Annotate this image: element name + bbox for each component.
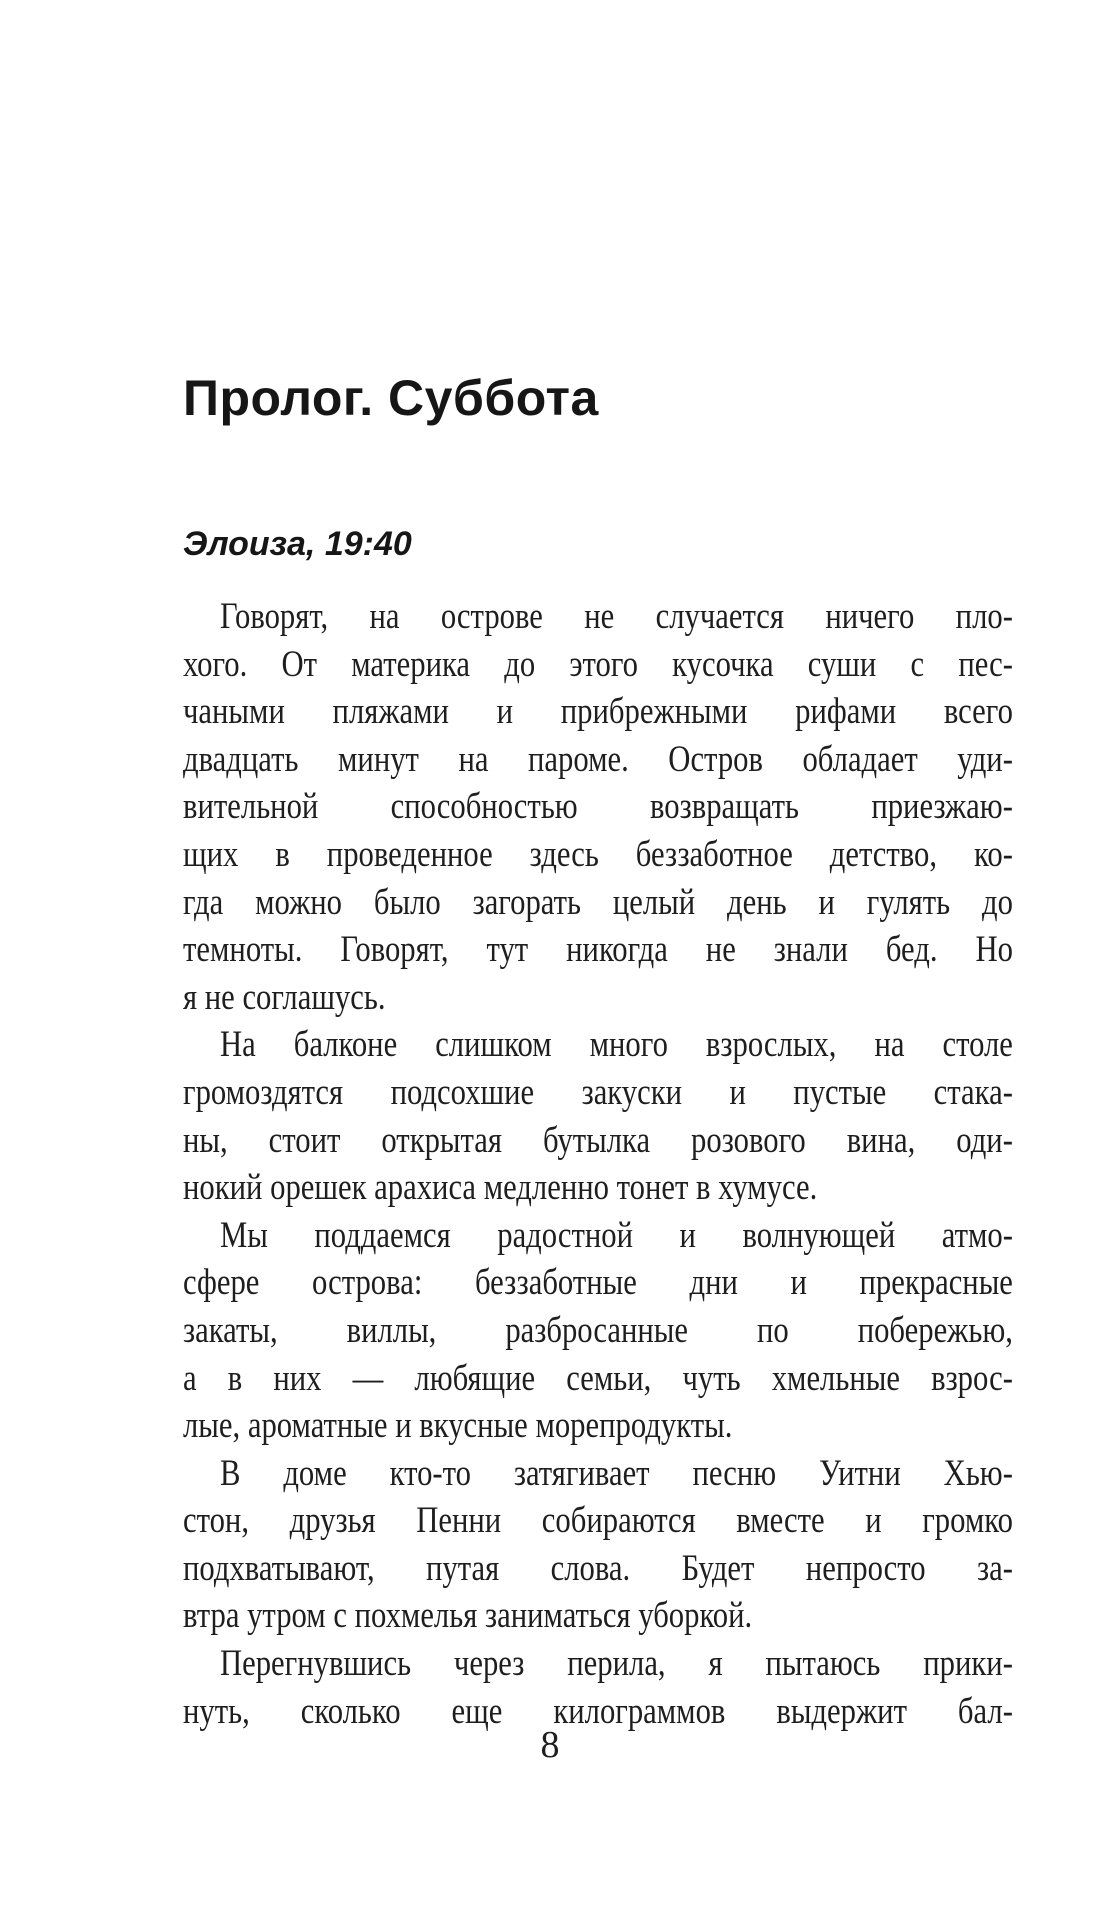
body-line: нуть, сколько еще килограммов выдержит бал- [183,1689,1013,1731]
body-line: На балконе слишком много взрослых, на столе [219,1023,1013,1065]
body-line: Мы поддаемся радостной и волнующей атмо- [219,1213,1013,1255]
body-line: громоздятся подсохшие закуски и пустые стака- [183,1070,1013,1112]
body-line: чаными пляжами и прибрежными рифами всего [183,690,1013,732]
body-line: подхватывают, путая слова. Будет непросто за- [183,1546,1013,1588]
body-line: сфере острова: беззаботные дни и прекрасные [183,1261,1013,1303]
body-line: В доме кто-то затягивает песню Уитни Хью- [219,1451,1013,1493]
chapter-title: Пролог. Суббота [183,370,599,426]
body-line: ны, стоит открытая бутылка розового вина, оди- [183,1118,1013,1160]
body-line: нокий орешек арахиса медленно тонет в хумусе. [183,1166,818,1208]
body-line: Говорят, на острове не случается ничего пло- [219,595,1013,636]
page-number: 8 [540,1724,560,1766]
body-line: втра утром с похмелья заниматься уборкой. [183,1594,753,1636]
body-line: гда можно было загорать целый день и гулять до [183,880,1013,922]
body-line: двадцать минут на пароме. Остров обладает уди- [183,737,1013,779]
body-line: хого. От материка до этого кусочка суши с пес- [183,642,1013,684]
body-text [183,592,1013,1734]
body-line: темноты. Говорят, тут никогда не знали бед. Но [183,928,1013,970]
body-line: стон, друзья Пенни собираются вместе и громко [183,1499,1013,1541]
body-line: закаты, виллы, разбросанные по побережью, [183,1308,1013,1350]
body-line: вительной способностью возвращать приезжаю- [183,785,1013,827]
body-line: а в них — любящие семьи, чуть хмельные взрос- [183,1356,1013,1398]
body-line: щих в проведенное здесь беззаботное детство, ко- [183,832,1013,874]
body-line: лые, ароматные и вкусные морепродукты. [183,1404,733,1446]
body-line: Перегнувшись через перила, я пытаюсь прики- [219,1642,1013,1684]
body-line: я не соглашусь. [183,975,386,1017]
section-heading: Элоиза, 19:40 [183,525,412,563]
